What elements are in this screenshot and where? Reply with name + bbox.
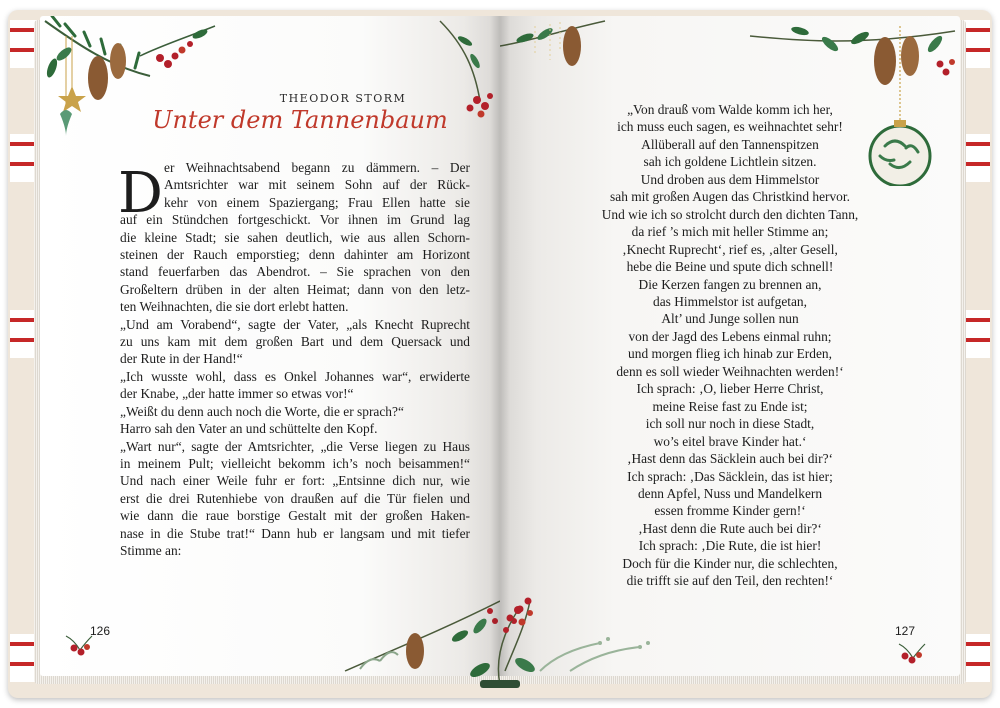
center-berry-decoration — [440, 600, 560, 690]
prose-text — [120, 159, 470, 559]
stripe-decoration — [962, 134, 990, 182]
text-line: „Wart nur“, sagte der Amtsrichter, „die Verse liegen zu Haus — [120, 438, 470, 454]
poem-line: Ich sprach: ‚Das Säcklein, das ist hier; — [627, 468, 833, 484]
text-line: in meinem Pult; vielleicht bekomm ich’s noch beisammen!“ — [120, 455, 470, 471]
poem-line: Die Kerzen fangen zu brennen an, — [638, 276, 822, 292]
pinecone-icon — [88, 56, 108, 100]
poem-line: hebe die Beine und spute dich schnell! — [626, 259, 834, 275]
pinecone-icon — [406, 633, 424, 669]
page-number-left: 126 — [90, 624, 111, 638]
poem-line: und morgen flieg ich hinab zur Erden, — [628, 346, 832, 362]
text-line: steinen der Rauch emporstieg; denn dahinter am Horizont — [120, 247, 470, 263]
text-line: Großeltern drüben in der alten Heimat; dann von den letz- — [120, 281, 470, 297]
poem-line: Allüberall auf den Tannenspitzen — [641, 136, 819, 152]
pinecone-icon — [110, 43, 126, 79]
drop-cap: D — [118, 161, 163, 226]
text-line: er Weihnachtsabend begann zu dämmern. – Der — [164, 160, 470, 175]
text-line: wie dann die raue borstige Gestalt mit der großen Haken- — [120, 508, 470, 524]
poem-line: Ich sprach: ‚Die Rute, die ist hier! — [638, 538, 822, 554]
pinecone-icon — [901, 36, 919, 76]
chapter-title: Unter dem Tannenbaum — [152, 106, 448, 134]
star-ornament-icon — [58, 86, 86, 112]
left-page — [40, 16, 500, 676]
text-line: Amtsrichter war mit seinem Sohn auf der Rück- — [164, 177, 470, 193]
poem-line: ‚Hast denn das Säcklein auch bei dir?‘ — [627, 451, 833, 467]
poem-text — [555, 101, 905, 590]
poem-line: die trifft sie auf den Teil, den rechten!‘ — [626, 573, 834, 589]
text-line: erst die drei Rutenhiebe von draußen auf die Tür fielen und — [120, 490, 470, 506]
text-line: „Ich wusste wohl, dass es Onkel Johannes war“, erwiderte — [120, 368, 470, 384]
poem-line: essen fromme Kinder gern!‘ — [654, 503, 806, 519]
author-name: THEODOR STORM — [279, 92, 407, 105]
poem-line: von der Jagd des Lebens einmal ruhn; — [628, 328, 832, 344]
poem-line: ich soll nur noch in diese Stadt, — [645, 416, 815, 432]
poem-line: denn es soll wieder Weihnachten werden!‘ — [616, 363, 844, 379]
poem-line: Doch für die Kinder nur, die schlechten, — [622, 555, 838, 571]
text-line: zu uns kam mit dem großen Bart und dem Quersack und — [120, 334, 470, 350]
text-line: Harro sah den Vater an und schüttelte den Kopf. — [120, 421, 378, 437]
text-line: die kleine Stadt; sie sahen deutlich, wie aus allen Schorn- — [120, 229, 470, 245]
text-line: kehr von einem Spaziergang; Frau Ellen hatte sie — [164, 194, 470, 210]
poem-line: Und droben aus dem Himmelstor — [640, 171, 820, 187]
poem-line: Und wie ich so strolcht durch den dichten Tann, — [601, 206, 859, 222]
pine-branch-decoration-top-left — [500, 16, 610, 96]
poem-line: sah mit großen Augen das Christkind hervor. — [610, 189, 850, 205]
page-number-right: 127 — [895, 624, 916, 638]
pinecone-icon — [874, 37, 896, 85]
text-line: „Weißt du denn auch noch die Worte, die er sprach?“ — [120, 403, 404, 419]
poem-line: „Von drauß vom Walde komm ich her, — [627, 102, 833, 117]
text-line: der Rute in der Hand!“ — [120, 351, 243, 367]
bell-ornament-icon — [60, 110, 72, 136]
pinecone-icon — [563, 26, 581, 66]
poem-line: meine Reise fast zu Ende ist; — [652, 398, 808, 414]
poem-line: wo’s eitel brave Kinder hat.‘ — [653, 433, 807, 449]
text-line: Stimme an: — [120, 542, 182, 558]
poem-line: sah ich goldene Lichtlein sitzen. — [643, 154, 817, 170]
pine-branch-decoration-top-left — [40, 16, 220, 156]
text-line: ten Weihnachten, die sie dort erlebt hatten. — [120, 299, 349, 315]
stripe-decoration — [962, 634, 990, 682]
poem-line: das Himmelstor ist aufgetan, — [653, 293, 807, 309]
text-line: auf ein Stündchen fortgeschickt. Vor ihnen im Grund lag — [120, 212, 470, 228]
text-line: Und nach einer Weile fuhr er fort: „Entsinne dich nur, wie — [120, 473, 470, 489]
text-line: nase in die Stube trat!“ Dann hub er langsam und mit tiefer — [120, 525, 470, 541]
poem-line: ‚Hast denn die Rute auch bei dir?‘ — [638, 520, 822, 536]
holly-berries-icon — [895, 638, 929, 666]
poem-line: da rief ’s mich mit heller Stimme an; — [631, 224, 829, 240]
poem-line: ich muss euch sagen, es weihnachtet sehr! — [617, 119, 843, 135]
cover-edge-right — [962, 14, 990, 694]
text-line: „Und am Vorabend“, sagte der Vater, „als Knecht Ruprecht — [120, 316, 470, 332]
poem-line: Ich sprach: ‚O, lieber Herre Christ, — [636, 381, 824, 397]
text-line: stand feuerfarben das Abendrot. – Sie sprachen von den — [120, 264, 470, 280]
stripe-decoration — [962, 310, 990, 358]
stripe-decoration — [962, 20, 990, 68]
poem-line: denn Apfel, Nuss und Mandelkern — [637, 485, 823, 501]
text-line: der Knabe, „der hatte immer so etwas vor!“ — [120, 386, 354, 402]
poem-line: Alt’ und Junge sollen nun — [661, 311, 799, 327]
poem-line: ‚Knecht Ruprecht‘, rief es, ‚alter Gesell, — [622, 241, 838, 257]
right-page — [500, 16, 960, 676]
